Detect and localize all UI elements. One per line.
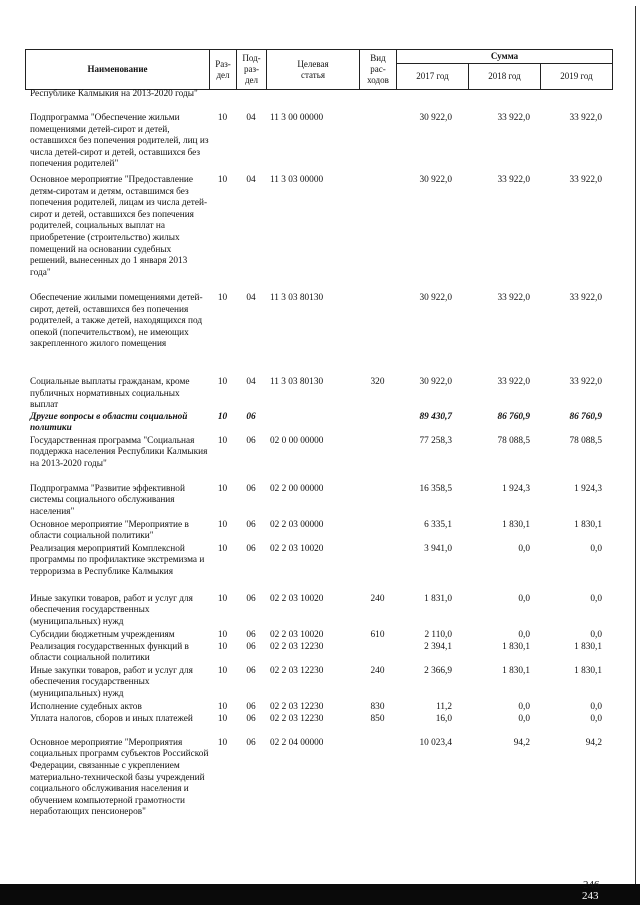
row-vid: [359, 175, 396, 293]
row-target: 11 3 00 00000: [270, 113, 324, 123]
page-number-lower: 243: [582, 890, 599, 902]
row-amount-2017: 89 430,7: [419, 411, 452, 422]
row-razdel: 10: [217, 519, 228, 530]
scan-footer-bar: [0, 884, 640, 905]
row-podrazdel: 06: [246, 483, 256, 494]
row-podrazdel: 04: [246, 377, 256, 387]
row-target: 11 3 03 80130: [270, 377, 324, 387]
row-amount-2018: 33 922,0: [497, 293, 530, 303]
row-podrazdel: 04: [246, 293, 256, 303]
row-amount-2018: 0,0: [518, 701, 530, 712]
row-amount-2017: 16,0: [435, 713, 452, 724]
row-amount-2018: 94,2: [513, 737, 530, 748]
row-podrazdel: 06: [246, 519, 256, 530]
row-target: 02 2 03 12230: [270, 665, 324, 676]
row-amount-2019: 0,0: [590, 629, 602, 640]
table-row: [25, 89, 612, 113]
row-amount-2018: [468, 89, 540, 113]
page-number-upper: 246: [583, 879, 600, 891]
header-target: Целевая статья: [267, 50, 360, 90]
row-amount-2017: 30 922,0: [419, 175, 452, 185]
row-amount-2018: 1 830,1: [502, 641, 530, 652]
table-row: [25, 412, 612, 436]
row-razdel: 10: [217, 665, 228, 676]
row-amount-2019: 1 924,3: [574, 483, 602, 494]
table-row: [25, 714, 612, 738]
row-name: Уплата налогов, сборов и иных платежей: [30, 713, 193, 724]
row-podrazdel: [236, 89, 266, 113]
row-podrazdel: 06: [246, 713, 256, 724]
header-razdel: Раз- дел: [210, 50, 237, 90]
row-amount-2019: 0,0: [590, 593, 602, 604]
row-amount-2017: 11,2: [436, 701, 452, 712]
page-edge-line: [635, 6, 636, 886]
table-row: [25, 702, 612, 714]
table-row: [25, 630, 612, 642]
row-amount-2017: 16 358,5: [419, 483, 452, 494]
row-name: Социальные выплаты гражданам, кроме публичных нормативных социальных выплат: [30, 377, 190, 411]
row-amount-2019: 33 922,0: [569, 293, 602, 303]
row-amount-2019: 0,0: [590, 701, 602, 712]
row-amount-2019: 78 088,5: [569, 435, 602, 446]
row-amount-2017: 2 110,0: [424, 629, 452, 640]
row-target: 02 2 03 12230: [270, 701, 324, 712]
row-amount-2017: [396, 89, 468, 113]
row-target: 02 2 03 12230: [270, 641, 324, 652]
row-podrazdel: 06: [246, 593, 256, 604]
row-target: 02 2 03 12230: [270, 713, 324, 724]
row-amount-2017: 1 831,0: [424, 593, 452, 604]
row-razdel: 10: [217, 411, 228, 422]
row-vid: [359, 293, 396, 377]
table-row: [25, 544, 612, 594]
row-podrazdel: 06: [246, 543, 256, 554]
row-razdel: 10: [217, 593, 228, 604]
row-amount-2018: 1 830,1: [502, 665, 530, 676]
row-amount-2019: 0,0: [590, 713, 602, 724]
row-name: Иные закупки товаров, работ и услуг для обеспечения государственных (муниципальных) нужд: [30, 593, 193, 627]
row-amount-2017: 10 023,4: [419, 737, 452, 748]
row-target: 02 2 00 00000: [270, 483, 324, 494]
table-row: [25, 293, 612, 377]
table-row: [25, 113, 612, 175]
row-podrazdel: 06: [246, 641, 256, 652]
row-vid: [359, 642, 396, 666]
row-amount-2018: 33 922,0: [497, 377, 530, 387]
row-amount-2019: 1 830,1: [574, 641, 602, 652]
row-razdel: 10: [217, 377, 228, 387]
row-vid: [359, 89, 396, 113]
row-amount-2017: 30 922,0: [419, 113, 452, 123]
row-vid: 320: [370, 377, 385, 387]
row-amount-2019: 33 922,0: [569, 377, 602, 387]
row-razdel: 10: [217, 293, 228, 303]
header-2017: 2017 год: [397, 64, 469, 90]
row-podrazdel: 06: [246, 435, 256, 446]
table-header: [25, 49, 613, 90]
row-amount-2017: 30 922,0: [419, 377, 452, 387]
row-name: Реализация государственных функций в области социальной политики: [30, 641, 189, 664]
row-podrazdel: 06: [246, 665, 256, 676]
row-name: Основное мероприятие "Мероприятия социальных программ субъектов Российской Федерации, связанные с укреплением материально-технической базы учреждений социального обслуживания населения и обучением компьютерной грамотности неработающих пенсионеров": [30, 737, 209, 818]
table-row: [25, 594, 612, 630]
row-vid: [359, 544, 396, 594]
row-podrazdel: 04: [246, 175, 256, 185]
row-target: 02 2 03 10020: [270, 593, 324, 604]
header-2018: 2018 год: [469, 64, 541, 90]
row-name: Субсидии бюджетным учреждениям: [30, 629, 175, 640]
row-amount-2017: 77 258,3: [419, 435, 452, 446]
row-name: Иные закупки товаров, работ и услуг для обеспечения государственных (муниципальных) нужд: [30, 665, 193, 699]
row-target: 02 2 04 00000: [270, 737, 324, 748]
table-row: [25, 520, 612, 544]
row-razdel: 10: [217, 113, 228, 123]
row-amount-2017: 6 335,1: [424, 519, 452, 530]
row-razdel: 10: [217, 435, 228, 446]
row-razdel: 10: [217, 713, 228, 724]
row-target: 02 2 03 10020: [270, 543, 324, 554]
header-summa: Сумма: [397, 50, 613, 64]
table-row: [25, 484, 612, 520]
row-vid: [359, 113, 396, 175]
row-vid: [359, 484, 396, 520]
row-podrazdel: 06: [246, 737, 256, 748]
header-name: Наименование: [26, 50, 210, 90]
row-razdel: 10: [217, 641, 228, 652]
row-vid: [359, 520, 396, 544]
row-amount-2018: 1 830,1: [502, 519, 530, 530]
row-razdel: [209, 89, 236, 113]
row-amount-2018: 1 924,3: [502, 483, 530, 494]
row-vid: [359, 412, 396, 436]
row-podrazdel: 04: [246, 113, 256, 123]
row-name: Государственная программа "Социальная поддержка населения Республики Калмыкия на 2013-2020 годы": [30, 435, 208, 469]
table-row: [25, 377, 612, 412]
row-amount-2019: 1 830,1: [574, 665, 602, 676]
row-target: [266, 89, 359, 113]
table-row: [25, 642, 612, 666]
header-2019: 2019 год: [541, 64, 613, 90]
row-razdel: 10: [217, 737, 228, 748]
row-name: Реализация мероприятий Комплексной программы по профилактике экстремизма и терроризма в Республике Калмыкия: [30, 543, 205, 577]
row-razdel: 10: [217, 175, 228, 185]
row-razdel: 10: [217, 543, 228, 554]
row-target: 02 2 03 00000: [270, 519, 324, 530]
row-amount-2019: 33 922,0: [569, 175, 602, 185]
row-amount-2018: 33 922,0: [497, 175, 530, 185]
row-name: Обеспечение жилыми помещениями детей-сирот, детей, оставшихся без попечения родителей, а также детей, находящихся под опекой (попечительством), не имеющих закрепленного жилого помещения: [30, 293, 203, 350]
row-razdel: 10: [217, 483, 228, 494]
row-target: 02 2 03 10020: [270, 629, 324, 640]
row-name: Основное мероприятие "Предоставление детям-сиротам и детям, оставшимся без попечения родителей, лицам из числа детей-сирот и детей, оставшихся без попечения родителей, социальных выплат на приобретение (строительство) жилых помещений на основании судебных решений, вынесенных до 1 января 2013 года": [30, 175, 208, 278]
row-vid: 850: [370, 713, 385, 724]
row-name: Основное мероприятие "Мероприятие в области социальной политики": [30, 519, 189, 542]
row-amount-2019: [540, 89, 612, 113]
row-vid: 240: [370, 665, 385, 676]
row-amount-2018: 0,0: [518, 593, 530, 604]
row-vid: [359, 738, 396, 848]
row-vid: 610: [370, 629, 385, 640]
row-razdel: 10: [217, 701, 228, 712]
row-target: 11 3 03 80130: [270, 293, 324, 303]
row-amount-2018: 86 760,9: [497, 411, 530, 422]
table-row: [25, 666, 612, 702]
row-razdel: 10: [217, 629, 228, 640]
row-amount-2019: 86 760,9: [569, 411, 602, 422]
row-amount-2019: 1 830,1: [574, 519, 602, 530]
row-amount-2018: 78 088,5: [497, 435, 530, 446]
row-amount-2018: 33 922,0: [497, 113, 530, 123]
row-amount-2018: 0,0: [518, 713, 530, 724]
row-name: Подпрограмма "Развитие эффективной системы социального обслуживания населения": [30, 483, 185, 517]
row-podrazdel: 06: [246, 629, 256, 640]
row-amount-2017: 2 394,1: [424, 641, 452, 652]
row-name: Подпрограмма "Обеспечение жильми помещениями детей-сирот и детей, оставшихся без попечения родителей, лиц из числа детей-сирот и детей, оставшихся без попечения родителей": [30, 113, 209, 170]
row-name: Исполнение судебных актов: [30, 701, 142, 712]
row-name: Другие вопросы в области социальной политики: [30, 411, 188, 434]
row-amount-2019: 94,2: [585, 737, 602, 748]
row-amount-2019: 33 922,0: [569, 113, 602, 123]
row-vid: 830: [370, 701, 385, 712]
row-podrazdel: 06: [246, 411, 256, 422]
row-amount-2017: 30 922,0: [419, 293, 452, 303]
row-amount-2017: 3 941,0: [424, 543, 452, 554]
row-name: Республике Калмыкия на 2013-2020 годы": [30, 89, 198, 99]
row-amount-2018: 0,0: [518, 543, 530, 554]
budget-table: [25, 89, 612, 848]
header-vid: Вид рас- ходов: [360, 50, 397, 90]
row-amount-2018: 0,0: [518, 629, 530, 640]
row-vid: 240: [370, 593, 385, 604]
row-target: 11 3 03 00000: [270, 175, 324, 185]
row-target: [266, 412, 359, 436]
row-vid: [359, 436, 396, 484]
row-amount-2019: 0,0: [590, 543, 602, 554]
row-target: 02 0 00 00000: [270, 435, 324, 446]
table-row: [25, 175, 612, 293]
row-podrazdel: 06: [246, 701, 256, 712]
row-amount-2017: 2 366,9: [424, 665, 452, 676]
table-row: [25, 738, 612, 848]
table-row: [25, 436, 612, 484]
header-podrazdel: Под- раз- дел: [237, 50, 267, 90]
